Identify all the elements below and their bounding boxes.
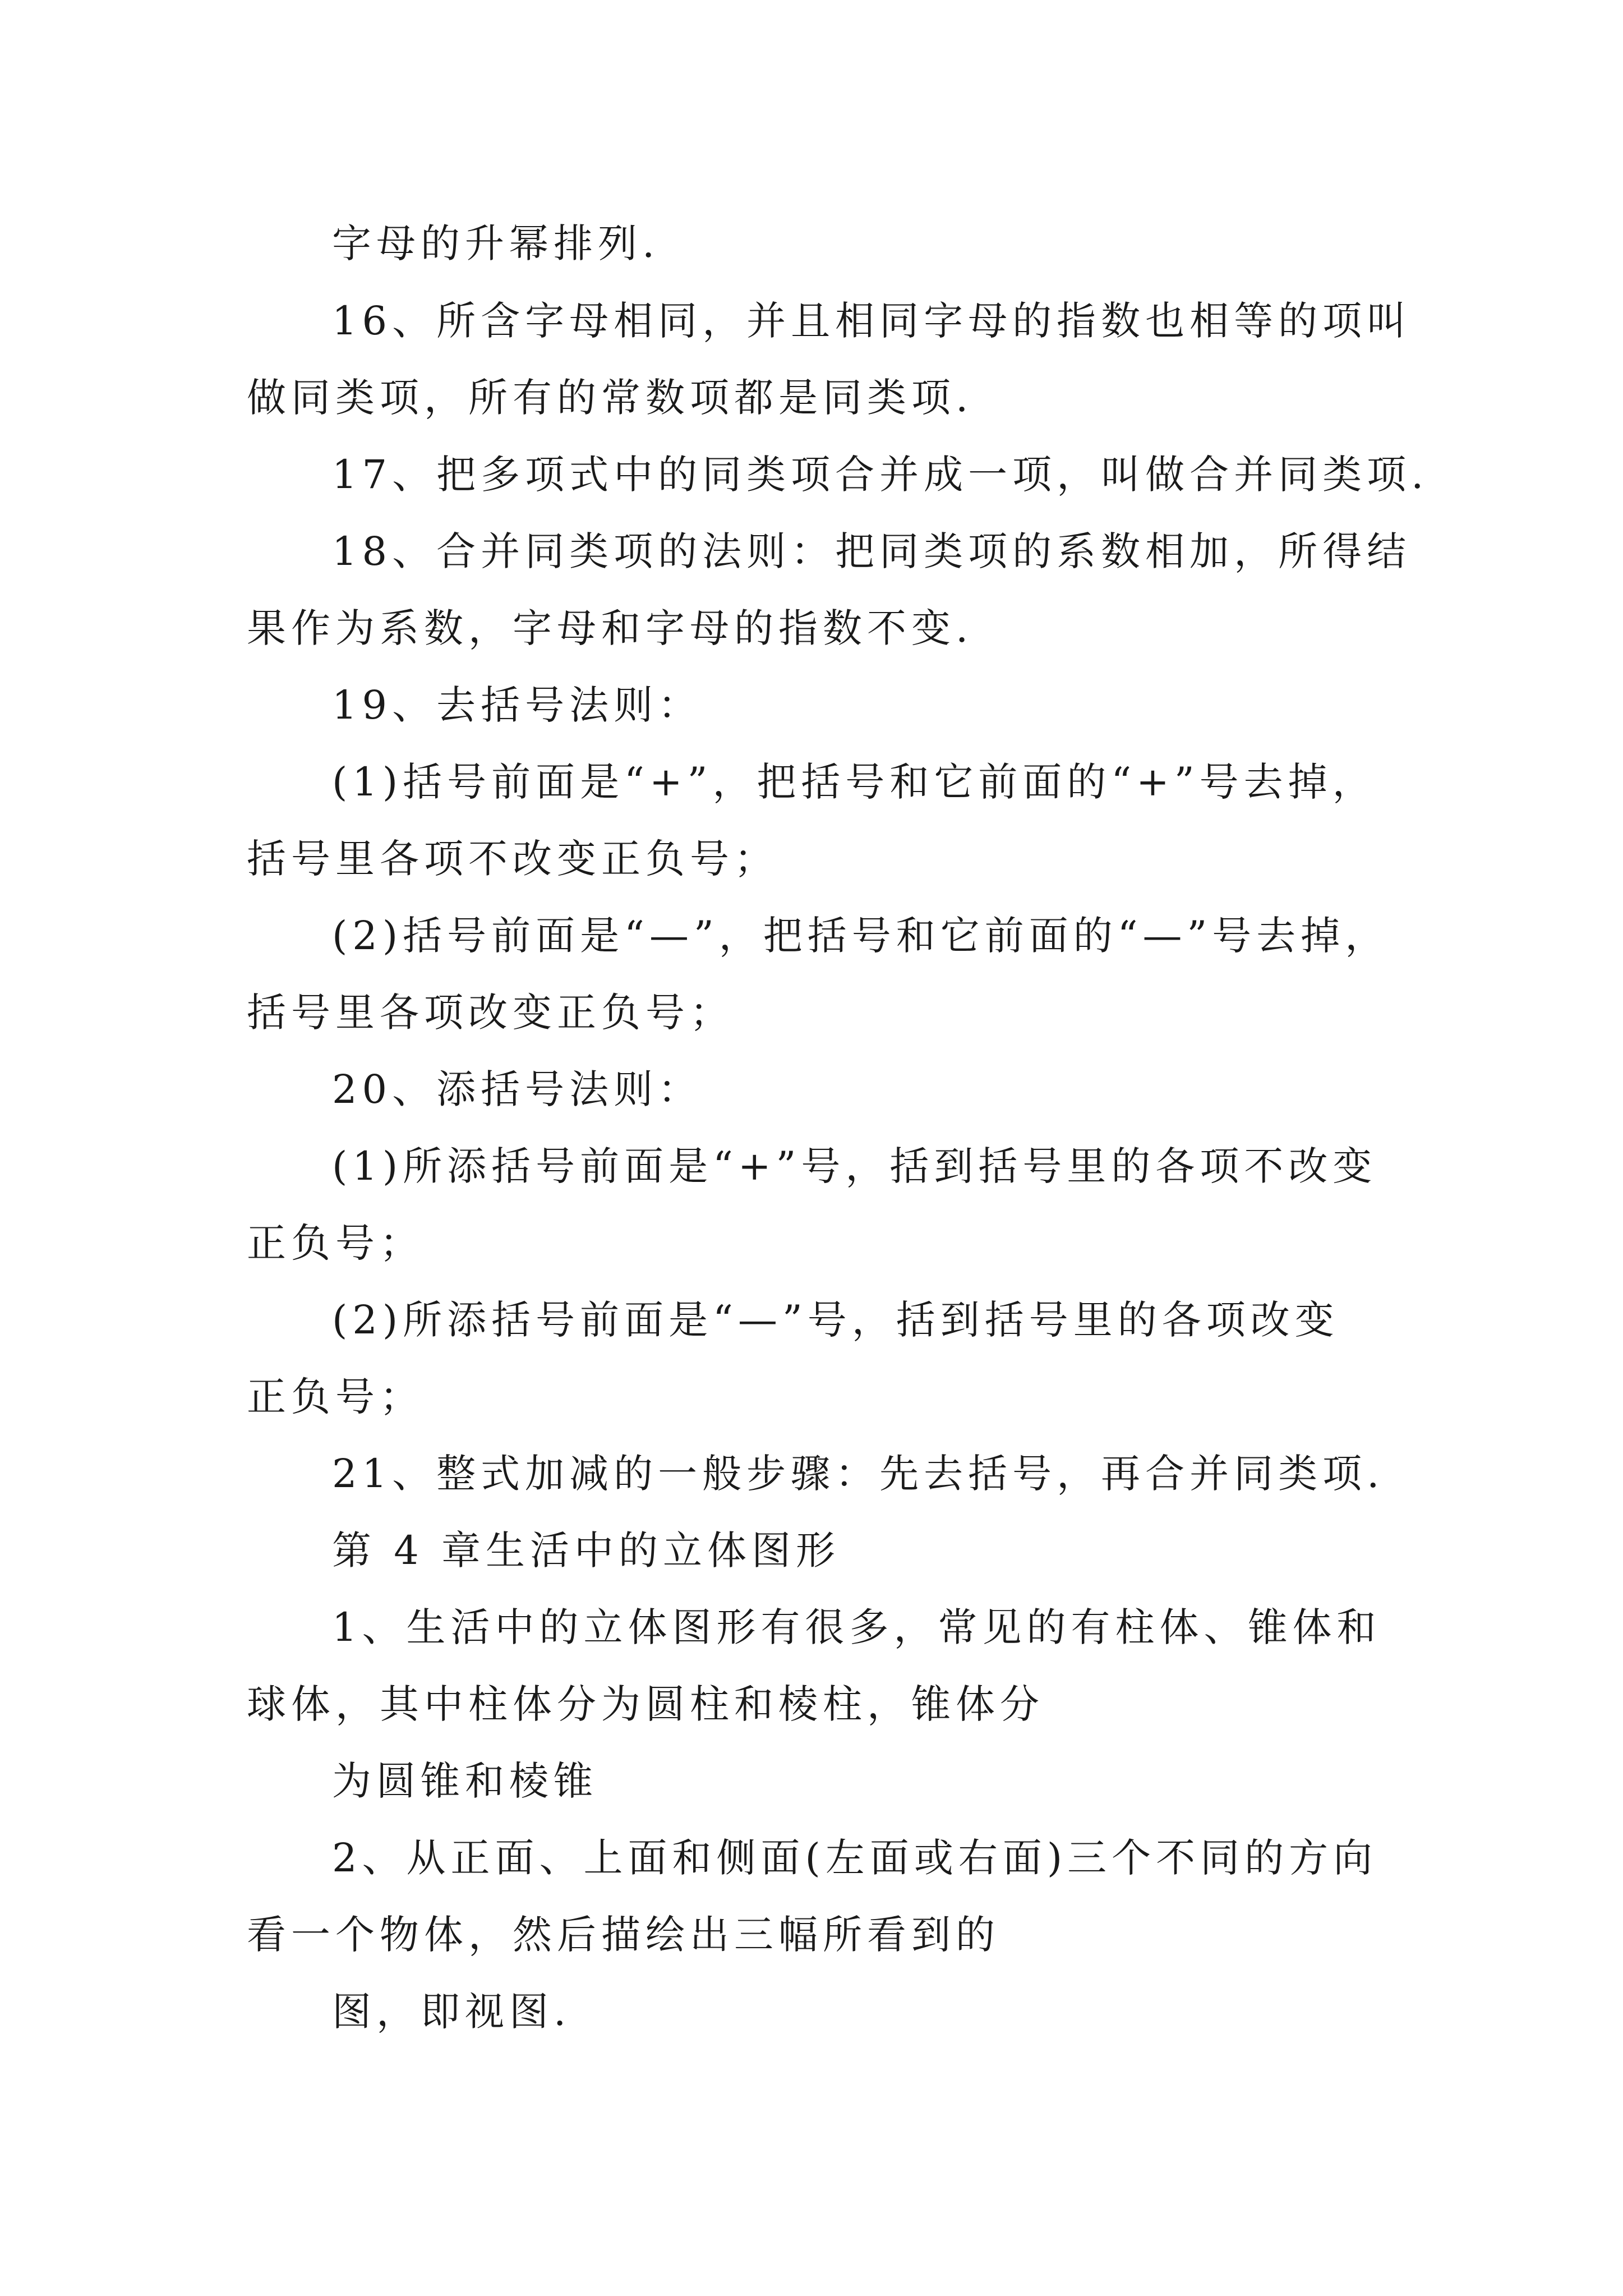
text-line: 17、把多项式中的同类项合并成一项，叫做合并同类项.: [332, 452, 1429, 498]
text-line: 21、整式加减的一般步骤：先去括号，再合并同类项.: [332, 1451, 1385, 1497]
text-line: 看一个物体，然后描绘出三幅所看到的: [247, 1912, 1000, 1958]
text-line: 19、去括号法则：: [332, 682, 703, 728]
text-line: 为圆锥和棱锥: [332, 1758, 598, 1804]
text-line: 果作为系数，字母和字母的指数不变.: [247, 605, 974, 651]
text-line: (1)括号前面是“+”，把括号和它前面的“+”号去掉，: [332, 759, 1377, 805]
text-line: 16、所含字母相同，并且相同字母的指数也相等的项叫: [332, 298, 1412, 344]
text-line: 1、生活中的立体图形有很多，常见的有柱体、锥体和: [332, 1604, 1381, 1650]
text-line: 20、添括号法则：: [332, 1066, 703, 1112]
text-line: (2)所添括号前面是“—”号，括到括号里的各项改变: [332, 1297, 1339, 1343]
text-line: 2、从正面、上面和侧面(左面或右面)三个不同的方向: [332, 1835, 1378, 1881]
text-line: (2)括号前面是“—”，把括号和它前面的“—”号去掉，: [332, 913, 1390, 959]
text-line: (1)所添括号前面是“+”号，括到括号里的各项不改变: [332, 1143, 1377, 1189]
text-line: 球体，其中柱体分为圆柱和棱柱，锥体分: [247, 1681, 1044, 1727]
text-line: 括号里各项改变正负号；: [247, 990, 734, 1036]
text-line: 字母的升幂排列.: [332, 220, 660, 266]
text-line: 正负号；: [247, 1220, 424, 1266]
text-line: 18、合并同类项的法则：把同类项的系数相加，所得结: [332, 528, 1412, 574]
text-line: 正负号；: [247, 1374, 424, 1420]
text-line: 括号里各项不改变正负号；: [247, 836, 778, 882]
text-line: 图，即视图.: [332, 1989, 571, 2035]
chapter-heading: 第 4 章生活中的立体图形: [332, 1527, 841, 1573]
text-line: 做同类项，所有的常数项都是同类项.: [247, 375, 974, 421]
